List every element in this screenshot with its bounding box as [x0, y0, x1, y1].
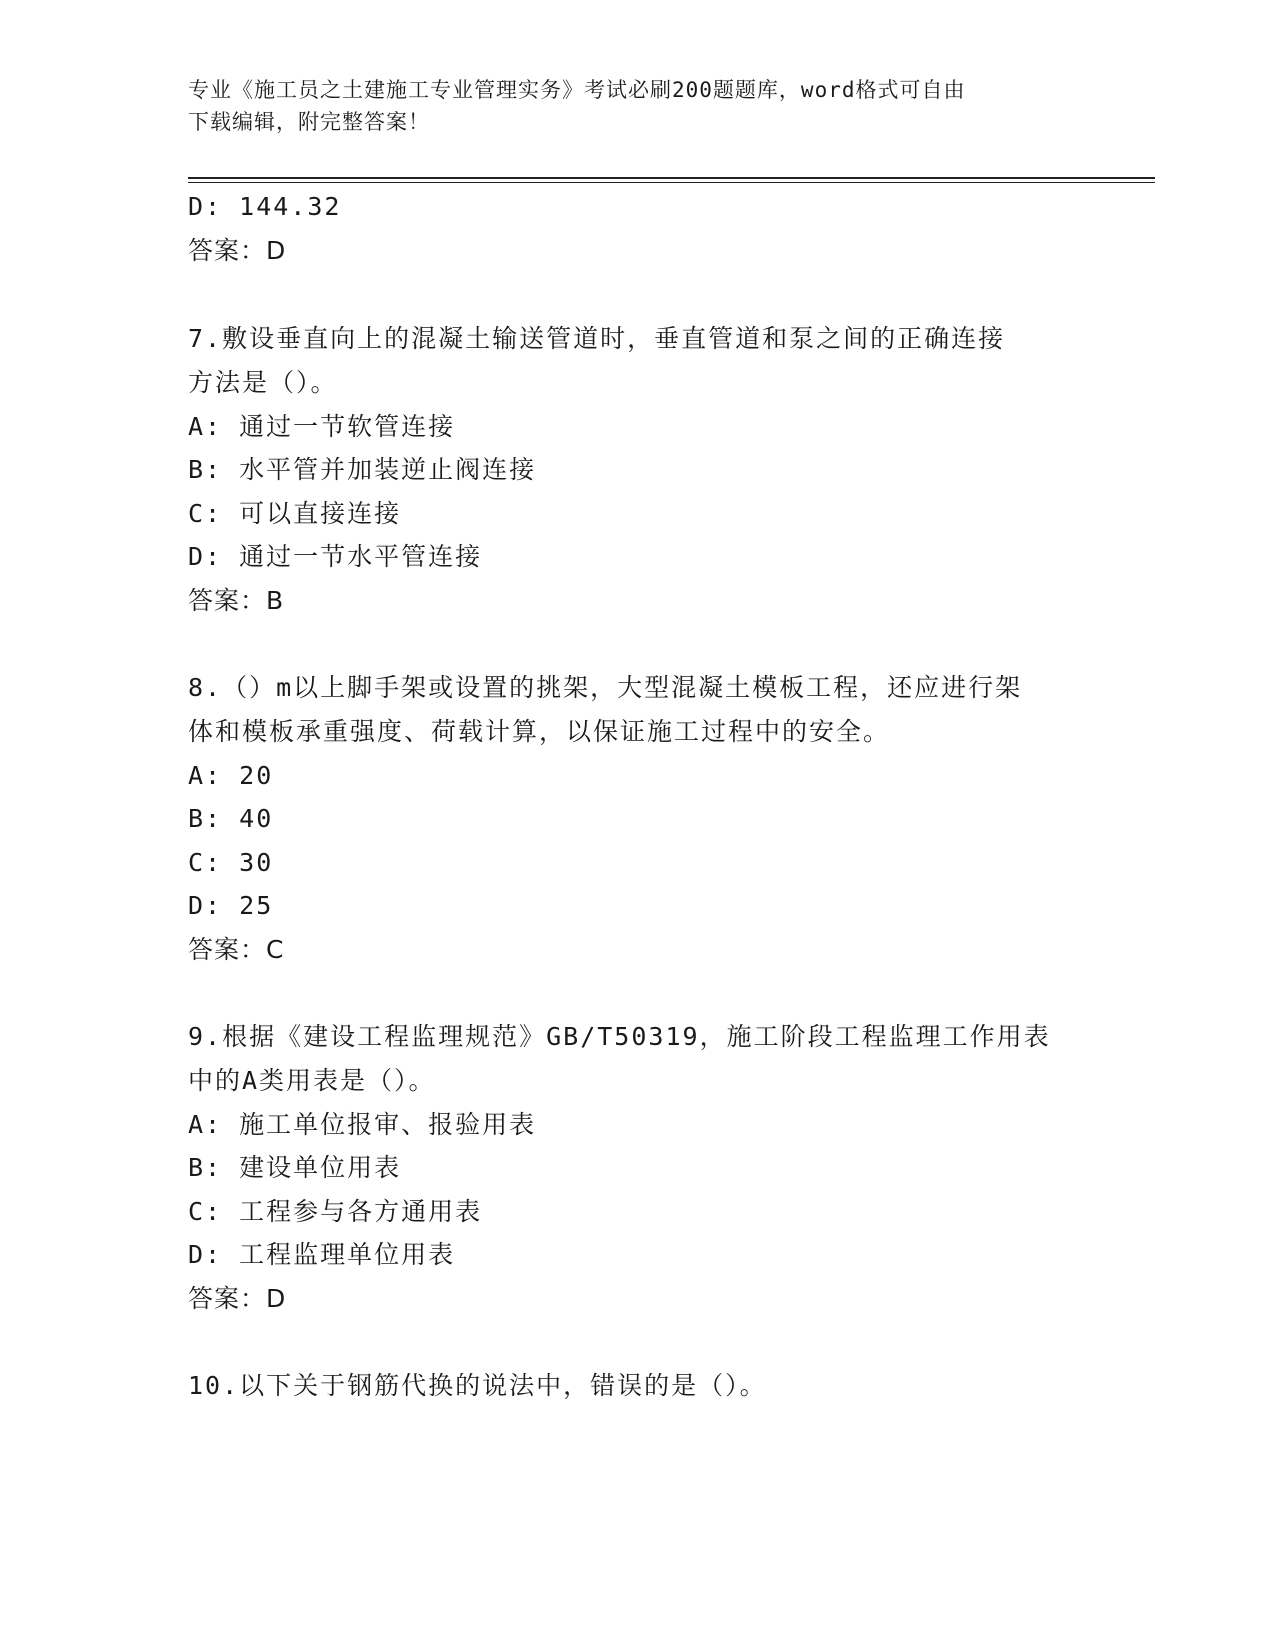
q8-option-c: C: 30: [188, 848, 274, 877]
q7-option-d: D: 通过一节水平管连接: [188, 542, 483, 571]
q9-option-c: C: 工程参与各方通用表: [188, 1197, 483, 1226]
q7-stem-line-2: 方法是（）。: [188, 368, 338, 397]
prev-option-d: D: 144.32: [188, 192, 342, 221]
header-divider-thick: [188, 177, 1155, 179]
q7-option-a: A: 通过一节软管连接: [188, 412, 456, 441]
q9-option-a: A: 施工单位报审、报验用表: [188, 1110, 537, 1139]
q8-option-a: A: 20: [188, 761, 274, 790]
header-divider-thin: [188, 182, 1155, 183]
q8-stem-line-2: 体和模板承重强度、荷载计算，以保证施工过程中的安全。: [188, 717, 891, 746]
q8-answer: 答案：C: [188, 935, 285, 964]
q9-stem-line-2: 中的A类用表是（）。: [188, 1066, 436, 1095]
q7-stem-line-1: 7.敷设垂直向上的混凝土输送管道时，垂直管道和泵之间的正确连接: [188, 324, 1006, 353]
document-header: [188, 74, 1088, 138]
q7-option-c: C: 可以直接连接: [188, 499, 402, 528]
q8-option-d: D: 25: [188, 891, 274, 920]
q7-option-b: B: 水平管并加装逆止阀连接: [188, 455, 537, 484]
header-line-2: 下载编辑，附完整答案！: [188, 110, 430, 134]
q9-answer: 答案：D: [188, 1284, 287, 1313]
q8-stem-line-1: 8.（）m以上脚手架或设置的挑架，大型混凝土模板工程，还应进行架: [188, 673, 1023, 702]
q10-stem-line-1: 10.以下关于钢筋代换的说法中，错误的是（）。: [188, 1371, 767, 1400]
prev-answer: 答案：D: [188, 236, 287, 265]
q8-option-b: B: 40: [188, 804, 274, 833]
q7-answer: 答案：B: [188, 586, 285, 615]
q9-stem-line-1: 9.根据《建设工程监理规范》GB/T50319，施工阶段工程监理工作用表: [188, 1022, 1051, 1051]
q9-option-d: D: 工程监理单位用表: [188, 1240, 456, 1269]
header-line-1: 专业《施工员之土建施工专业管理实务》考试必刷200题题库，word格式可自由: [188, 78, 966, 102]
q9-option-b: B: 建设单位用表: [188, 1153, 402, 1182]
